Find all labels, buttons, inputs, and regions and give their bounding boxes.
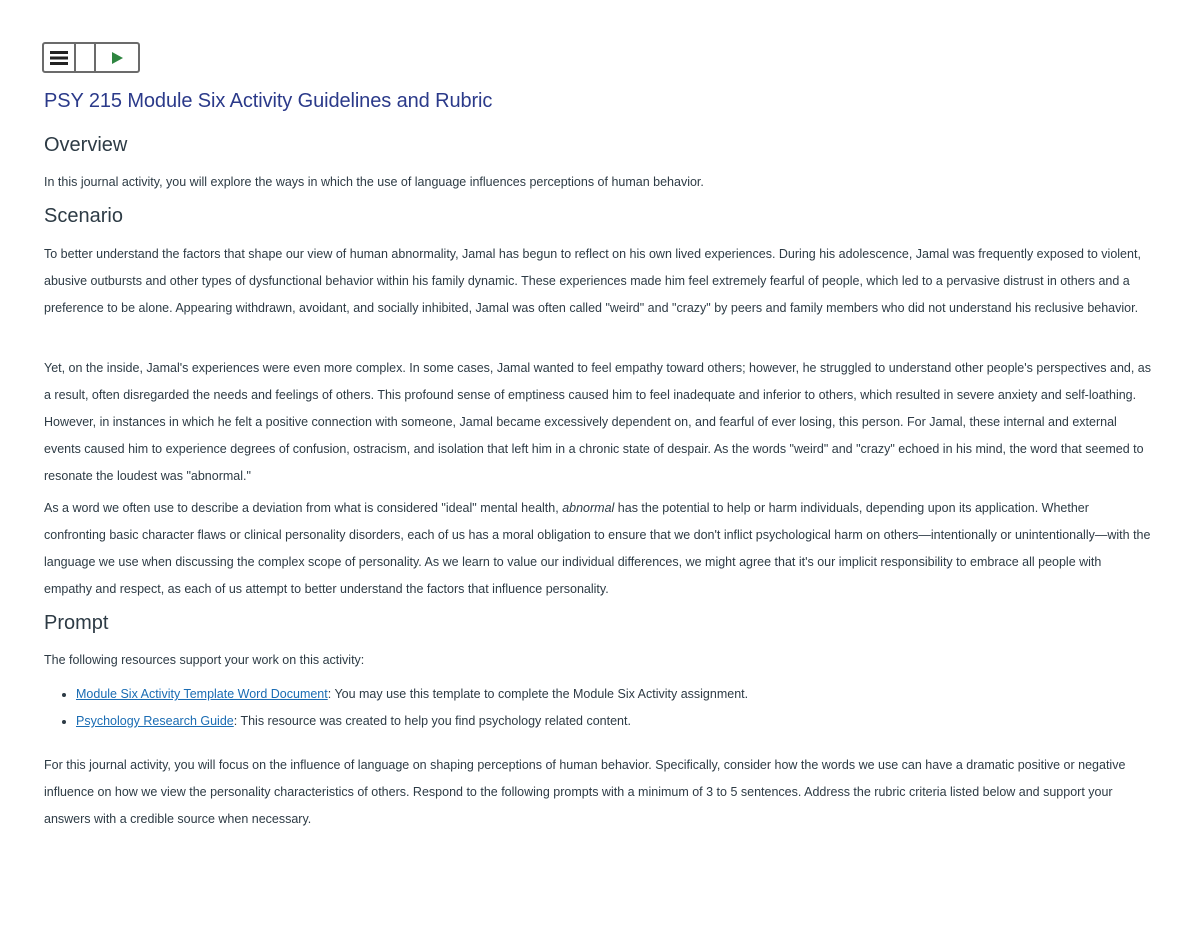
toolbar-spacer-button[interactable]	[76, 44, 96, 71]
list-item	[76, 681, 748, 708]
play-icon	[110, 51, 124, 65]
prompt-heading: Prompt	[44, 612, 109, 634]
abnormal-emphasis: abnormal	[562, 501, 615, 515]
document-toolbar	[42, 42, 140, 73]
list-item	[76, 708, 748, 735]
scenario-paragraph-2: Yet, on the inside, Jamal's experiences were even more complex. In some cases, Jamal wanted to feel empathy toward others; however, he struggled to understand other people's perspectives and, as a result, often disregarded the needs and feelings of others. This profound sense of emptiness caused him to feel inadequate and inferior to others, which resulted in severe anxiety and self-loathing. However, in instances in which he felt a positive connection with someone, Jamal became excessively dependent on, and fearful of ever losing, this person. For Jamal, these internal and external events caused him to experience degrees of confusion, ostracism, and isolation that left him in a chronic state of despair. As the words "weird" and "crazy" echoed in his mind, the word that seemed to resonate the loudest was "abnormal."	[44, 361, 1152, 483]
scenario-paragraph-3	[44, 495, 1152, 603]
resource-list	[62, 681, 748, 735]
template-document-link[interactable]: Module Six Activity Template Word Document	[76, 687, 328, 701]
research-guide-link[interactable]: Psychology Research Guide	[76, 714, 234, 728]
menu-icon	[49, 50, 69, 66]
page-title: PSY 215 Module Six Activity Guidelines and Rubric	[44, 90, 493, 112]
scenario-heading: Scenario	[44, 205, 123, 227]
scenario-paragraph-1: To better understand the factors that shape our view of human abnormality, Jamal has begun to reflect on his own lived experiences. During his adolescence, Jamal was frequently exposed to violent, abusive outbursts and other types of dysfunctional behavior within his family dynamic. These experiences made him feel extremely fearful of people, which led to a pervasive distrust in others and a preference to be alone. Appearing withdrawn, avoidant, and socially inhibited, Jamal was often called "weird" and "crazy" by peers and family members who did not understand his reclusive behavior.	[44, 247, 1141, 315]
template-document-description: : You may use this template to complete the Module Six Activity assignment.	[327, 687, 749, 701]
overview-heading: Overview	[44, 134, 128, 156]
prompt-closing: For this journal activity, you will focus on the influence of language on shaping perceptions of human behavior. Specifically, consider how the words we use can have a dramatic positive or negative influence on how we view the personality characteristics of others. Respond to the following prompts with a minimum of 3 to 5 sentences. Address the rubric criteria listed below and support your answers with a credible source when necessary.	[44, 758, 1126, 826]
play-button[interactable]	[96, 44, 138, 71]
paragraph-3-start: As a word we often use to describe a deviation from what is considered "ideal" mental health,	[44, 501, 563, 515]
research-guide-description: : This resource was created to help you find psychology related content.	[233, 714, 631, 728]
menu-button[interactable]	[44, 44, 76, 71]
prompt-intro: The following resources support your work on this activity:	[44, 653, 365, 667]
overview-text: In this journal activity, you will explore the ways in which the use of language influences perceptions of human behavior.	[44, 175, 704, 189]
paragraph-3-end: has the potential to help or harm individuals, depending upon its application. Whether confronting basic character flaws or clinical personality disorders, each of us has a moral obligation to ensure that we don't inflict psychological harm on others—intentionally or unintentionally—with the language we use when discussing the complex scope of personality. As we learn to value our individual differences, we might agree that it's our implicit responsibility to embrace all people with empathy and respect, as each of us attempt to better understand the factors that influence personality.	[44, 501, 1151, 596]
